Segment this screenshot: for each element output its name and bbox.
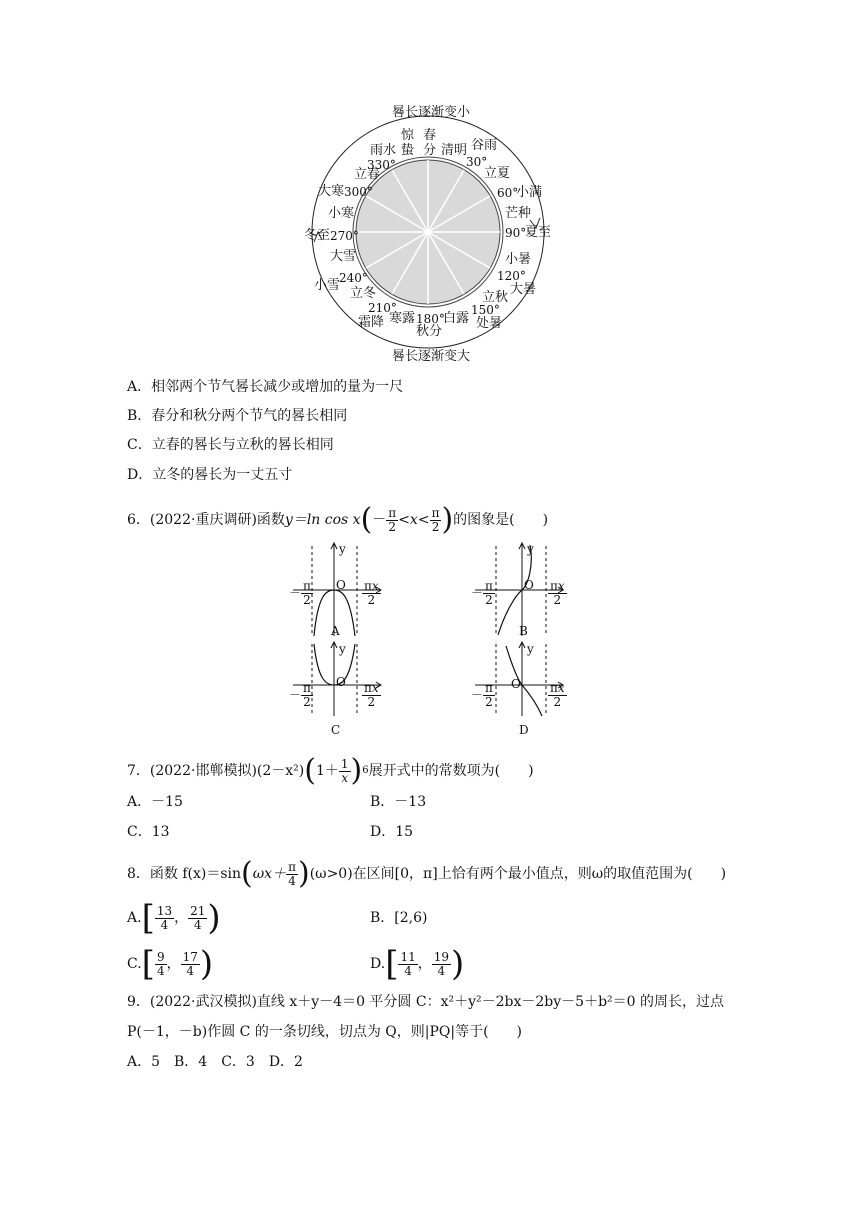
q6-frac-right: $\frac{\pi}{2}$ xyxy=(431,505,440,534)
q6-a-origin: O xyxy=(336,578,346,592)
q5-option-d: D．立冬的晷长为一丈五寸 xyxy=(127,467,293,483)
q6-a-y: y xyxy=(339,542,346,556)
q8-a-label: A. xyxy=(127,910,142,926)
term-lichun: 立春 xyxy=(354,167,381,182)
q8-c-rbrk: ) xyxy=(199,944,214,984)
q6-a-half-pi: $\frac{\pi x}{2}$ xyxy=(364,579,379,607)
deg-180: 180° xyxy=(416,312,445,326)
q7-option-b: B．－13 xyxy=(370,794,427,810)
q6-graph-a-label: A xyxy=(331,624,340,638)
q5-option-b: B．春分和秋分两个节气的晷长相同 xyxy=(127,408,348,424)
q6-graph-d-label: D xyxy=(519,723,529,737)
q8-prefix: 8．函数 f(x)＝sin xyxy=(127,866,242,882)
q8-a-frac2: $\frac{21}{4}$ xyxy=(190,903,206,932)
q6-stem xyxy=(127,500,548,540)
q8-c-frac2: $\frac{17}{4}$ xyxy=(182,949,198,978)
q8-d-label: D. xyxy=(370,956,386,972)
q8-option-a xyxy=(127,898,221,938)
term-xiaohan: 小寒 xyxy=(328,206,355,221)
term-daxue: 大雪 xyxy=(330,249,357,264)
q8-stem xyxy=(127,852,726,896)
q8-option-c xyxy=(127,944,213,984)
q6-graph-b-label: B xyxy=(519,624,528,638)
term-lixia: 立夏 xyxy=(484,166,511,181)
term-yushui: 雨水 xyxy=(370,143,397,158)
q6-d-y: y xyxy=(527,642,534,656)
term-xiaoshu: 小暑 xyxy=(505,252,532,267)
term-mangzhong: 芒种 xyxy=(505,206,532,221)
q6-b-half-pi: $\frac{\pi x}{2}$ xyxy=(550,579,565,607)
term-shuangjiang: 霜降 xyxy=(358,315,385,330)
term-guyu: 谷雨 xyxy=(471,138,498,153)
q8-suffix: (ω>0)在区间[0，π]上恰有两个最小值点，则ω的取值范围为( ) xyxy=(309,866,727,882)
q5-option-c: C．立春的晷长与立秋的晷长相同 xyxy=(127,437,334,453)
q7-suffix: 展开式中的常数项为( ) xyxy=(368,763,534,779)
term-bailu: 白露 xyxy=(443,311,470,326)
q9-line-1: 9．(2022·武汉模拟)直线 x＋y－4＝0 平分圆 C：x²＋y²－2bx－2by－5＋b²＝0 的周长，过点 xyxy=(127,994,725,1010)
q7-option-d: D．15 xyxy=(370,824,414,840)
q6-a-neg-half-pi: － $\frac{\pi}{2}$ xyxy=(289,579,311,607)
q6-rparen: ) xyxy=(441,502,454,537)
deg-60: 60° xyxy=(497,186,519,200)
term-xiaoxue: 小雪 xyxy=(314,278,341,293)
term-jingzhe-2: 蛰 xyxy=(401,143,415,158)
q7-exp: 6 xyxy=(362,765,369,776)
q9-options: A．5 B．4 C．3 D．2 xyxy=(127,1054,303,1070)
q6-graph-c-label: C xyxy=(331,723,341,737)
q9-line-2: P(－1，－b)作圆 C 的一条切线，切点为 Q，则|PQ|等于( ) xyxy=(127,1024,523,1040)
deg-90: 90° xyxy=(505,226,527,240)
q6-b-neg-half-pi: － $\frac{\pi}{2}$ xyxy=(471,579,493,607)
q7-frac: $\frac{1}{x}$ xyxy=(340,756,349,785)
term-dahan: 大寒 xyxy=(318,184,345,199)
q7-prefix: 7．(2022·邯郸模拟)(2－x²) xyxy=(127,763,305,779)
term-hanlu: 寒露 xyxy=(389,311,416,326)
deg-240: 240° xyxy=(339,271,368,285)
q8-c-lbrk: [ xyxy=(141,944,155,984)
q6-d-origin: O xyxy=(511,677,521,691)
q7-rparen: ) xyxy=(350,753,363,788)
q8-a-frac1: $\frac{13}{4}$ xyxy=(156,903,173,932)
q6-frac-left: $\frac{\pi}{2}$ xyxy=(388,505,397,534)
q6-b-origin: O xyxy=(524,578,534,592)
wheel-top-caption: 晷长逐渐变小 xyxy=(392,105,471,120)
term-chunfen-2: 分 xyxy=(423,143,437,158)
q8-a-rbrk: ) xyxy=(207,898,221,938)
term-qingming: 清明 xyxy=(441,143,468,158)
q8-frac: $\frac{\pi}{4}$ xyxy=(288,859,296,888)
q8-d-frac1: $\frac{11}{4}$ xyxy=(400,949,416,978)
q8-option-b: B．[2,6) xyxy=(370,910,428,926)
deg-330: 330° xyxy=(367,158,396,172)
term-chunfen-1: 春 xyxy=(423,128,437,143)
term-dongzhi: 冬至 xyxy=(304,228,331,243)
deg-300: 300° xyxy=(344,185,373,199)
q6-d-half-pi: $\frac{\pi x}{2}$ xyxy=(550,681,565,709)
q7-option-c: C．13 xyxy=(127,824,170,840)
deg-120: 120° xyxy=(497,269,526,283)
q5-option-a: A．相邻两个节气晷长减少或增加的量为一尺 xyxy=(127,379,404,395)
q6-c-origin: O xyxy=(336,675,346,689)
q6-b-y: y xyxy=(527,542,534,556)
deg-270: 270° xyxy=(330,229,359,243)
q8-d-rbrk: ) xyxy=(451,944,465,984)
term-jingzhe-1: 惊 xyxy=(401,128,415,143)
q6-c-neg-half-pi: － $\frac{\pi}{2}$ xyxy=(289,681,311,709)
q6-func: y＝ln cos x xyxy=(284,512,361,528)
q8-inner: ωx＋ xyxy=(252,866,287,882)
q8-c-label: C. xyxy=(127,956,142,972)
q8-rparen: ) xyxy=(297,856,310,891)
q6-ineq-1: <x< xyxy=(398,512,430,528)
deg-150: 150° xyxy=(471,303,500,317)
q8-option-d xyxy=(370,944,464,984)
term-xiaoman: 小满 xyxy=(516,185,543,200)
q7-option-a: A．－15 xyxy=(127,794,183,810)
q6-prefix: 6．(2022·重庆调研)函数 xyxy=(127,512,285,528)
term-chushu: 处暑 xyxy=(476,316,503,331)
q8-d-lbrk: [ xyxy=(385,944,399,984)
q8-c-frac1: $\frac{9}{4}$ xyxy=(156,949,165,978)
term-xiazhi: 夏至 xyxy=(525,225,552,240)
q6-c-half-pi: $\frac{\pi x}{2}$ xyxy=(364,681,379,709)
q6-suffix: 的图象是( ) xyxy=(453,512,549,528)
q6-c-y: y xyxy=(339,642,346,656)
q8-d-frac2: $\frac{19}{4}$ xyxy=(433,949,450,978)
q6-d-neg-half-pi: － $\frac{\pi}{2}$ xyxy=(471,681,493,709)
q8-d-comma: ， xyxy=(417,956,432,972)
q8-lparen: ( xyxy=(241,856,253,891)
q6-minus: － xyxy=(372,512,387,528)
term-liqiu: 立秋 xyxy=(482,290,509,305)
deg-30: 30° xyxy=(466,155,488,169)
term-dashu: 大暑 xyxy=(510,282,537,297)
q7-lparen: ( xyxy=(304,753,316,788)
q8-a-lbrk: [ xyxy=(141,898,155,938)
q8-a-comma: ， xyxy=(174,910,189,926)
q7-stem xyxy=(127,750,534,792)
q8-c-comma: ， xyxy=(166,956,181,972)
wheel-bottom-caption: 晷长逐渐变大 xyxy=(392,349,471,364)
q7-inner: 1＋ xyxy=(315,763,339,779)
term-lidong: 立冬 xyxy=(350,286,377,301)
deg-210: 210° xyxy=(368,301,397,315)
q6-lparen: ( xyxy=(360,502,373,537)
term-qiufen: 秋分 xyxy=(416,324,443,339)
